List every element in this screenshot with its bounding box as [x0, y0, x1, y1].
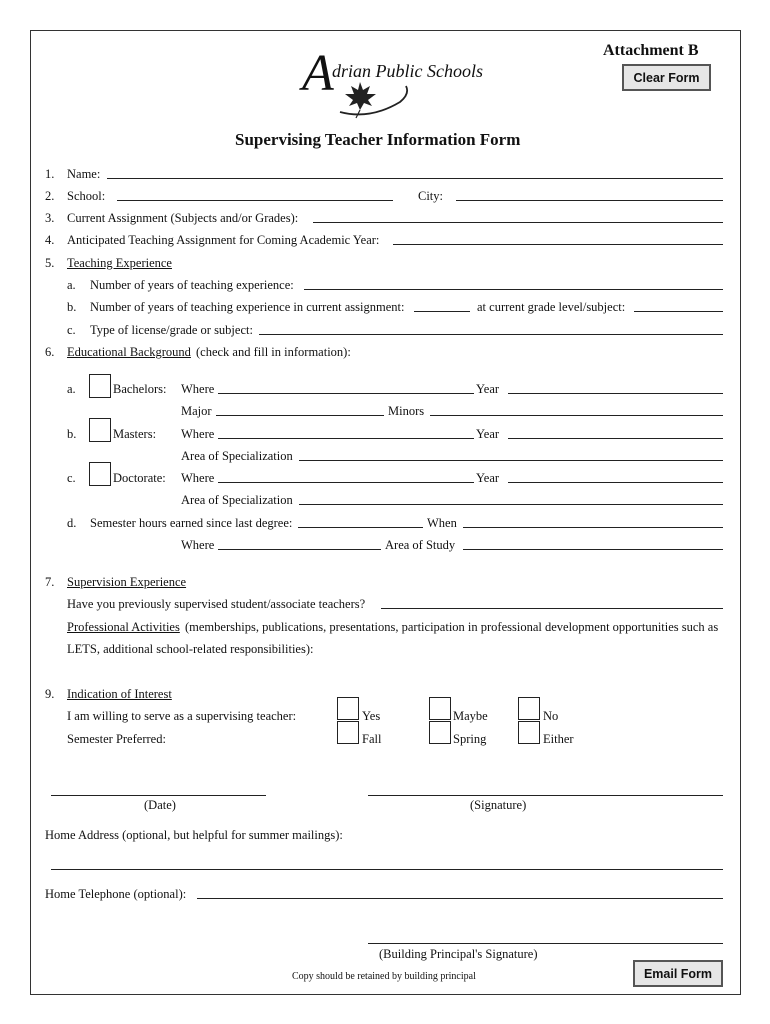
item-number-2: 2. [45, 189, 55, 203]
doctorate-year-label: Year [476, 471, 500, 485]
spring-label: Spring [453, 732, 487, 746]
minors-label: Minors [388, 404, 425, 418]
professional-activities-text: (memberships, publications, presentations, participation in professional development opportunities such as [185, 620, 719, 634]
bachelors-label: Bachelors: [113, 382, 167, 396]
home-address-label: Home Address (optional, but helpful for summer mailings): [45, 828, 343, 842]
item-number-9: 9. [45, 687, 55, 701]
maybe-label: Maybe [453, 709, 488, 723]
form-title: Supervising Teacher Information Form [235, 130, 521, 149]
doctorate-where-label: Where [181, 471, 215, 485]
minors-field[interactable] [430, 415, 723, 416]
grade-level-field[interactable] [634, 311, 723, 312]
principal-signature-field[interactable] [368, 943, 723, 944]
educational-background-heading: Educational Background [67, 345, 191, 359]
area-of-study-label: Area of Study [385, 538, 456, 552]
indication-of-interest-heading: Indication of Interest [67, 687, 172, 701]
doctorate-label: Doctorate: [113, 471, 166, 485]
sub-letter-c: c. [67, 323, 76, 337]
supervision-experience-heading: Supervision Experience [67, 575, 187, 589]
date-field[interactable] [51, 795, 266, 796]
signature-label: (Signature) [470, 798, 527, 812]
bachelors-checkbox[interactable] [89, 374, 111, 398]
professional-activities-text-2: LETS, additional school-related responsibilities): [67, 642, 314, 656]
masters-where-field[interactable] [218, 438, 474, 439]
bachelors-where-field[interactable] [218, 393, 474, 394]
spring-checkbox[interactable] [429, 721, 451, 744]
supervised-question-label: Have you previously supervised student/associate teachers? [67, 597, 366, 611]
city-field[interactable] [456, 200, 723, 201]
bachelors-year-label: Year [476, 382, 500, 396]
form-border [30, 30, 741, 995]
semester-where-label: Where [181, 538, 215, 552]
current-assignment-label: Current Assignment (Subjects and/or Grades): [67, 211, 299, 225]
home-telephone-label: Home Telephone (optional): [45, 887, 187, 901]
maple-leaf-icon [330, 72, 420, 122]
teaching-experience-heading: Teaching Experience [67, 256, 172, 270]
no-checkbox[interactable] [518, 697, 540, 720]
when-field[interactable] [463, 527, 723, 528]
attachment-label: Attachment B [603, 42, 699, 59]
years-current-label: Number of years of teaching experience in current assignment: [90, 300, 405, 314]
willing-label: I am willing to serve as a supervising teacher: [67, 709, 297, 723]
educational-background-note: (check and fill in information): [196, 345, 351, 359]
email-form-button[interactable]: Email Form [633, 960, 723, 987]
principal-signature-label: (Building Principal's Signature) [379, 947, 538, 961]
masters-specialization-label: Area of Specialization [181, 449, 293, 463]
bachelors-where-label: Where [181, 382, 215, 396]
doctorate-year-field[interactable] [508, 482, 723, 483]
fall-label: Fall [362, 732, 382, 746]
logo-initial: A [302, 45, 334, 102]
years-current-field[interactable] [414, 311, 470, 312]
home-address-field[interactable] [51, 869, 723, 870]
current-assignment-field[interactable] [313, 222, 723, 223]
maybe-checkbox[interactable] [429, 697, 451, 720]
semester-preferred-label: Semester Preferred: [67, 732, 166, 746]
masters-year-label: Year [476, 427, 500, 441]
school-label: School: [67, 189, 106, 203]
item-number-5: 5. [45, 256, 55, 270]
sub-letter-a: a. [67, 278, 76, 292]
retain-note: Copy should be retained by building principal [292, 971, 476, 982]
either-label: Either [543, 732, 574, 746]
semester-hours-label: Semester hours earned since last degree: [90, 516, 293, 530]
masters-label: Masters: [113, 427, 157, 441]
signature-field[interactable] [368, 795, 723, 796]
area-of-study-field[interactable] [463, 549, 723, 550]
major-label: Major [181, 404, 212, 418]
item-number-7: 7. [45, 575, 55, 589]
date-label: (Date) [144, 798, 176, 812]
doctorate-specialization-label: Area of Specialization [181, 493, 293, 507]
bachelors-year-field[interactable] [508, 393, 723, 394]
when-label: When [427, 516, 457, 530]
doctorate-checkbox[interactable] [89, 462, 111, 486]
masters-checkbox[interactable] [89, 418, 111, 442]
sub-letter-b: b. [67, 300, 77, 314]
years-experience-label: Number of years of teaching experience: [90, 278, 294, 292]
supervised-question-field[interactable] [381, 608, 723, 609]
item-number-1: 1. [45, 167, 55, 181]
city-label: City: [418, 189, 444, 203]
item-number-3: 3. [45, 211, 55, 225]
clear-form-button[interactable]: Clear Form [622, 64, 711, 91]
years-experience-field[interactable] [304, 289, 723, 290]
anticipated-assignment-label: Anticipated Teaching Assignment for Coming Academic Year: [67, 233, 380, 247]
edu-letter-a: a. [67, 382, 76, 396]
license-field[interactable] [259, 334, 723, 335]
logo-text: drian Public Schools [332, 61, 483, 81]
name-field[interactable] [107, 178, 723, 179]
doctorate-specialization-field[interactable] [299, 504, 723, 505]
name-label: Name: [67, 167, 101, 181]
semester-hours-field[interactable] [298, 527, 423, 528]
doctorate-where-field[interactable] [218, 482, 474, 483]
anticipated-assignment-field[interactable] [393, 244, 723, 245]
semester-where-field[interactable] [218, 549, 381, 550]
home-telephone-field[interactable] [197, 898, 723, 899]
yes-checkbox[interactable] [337, 697, 359, 720]
masters-where-label: Where [181, 427, 215, 441]
grade-level-label: at current grade level/subject: [477, 300, 626, 314]
major-field[interactable] [216, 415, 384, 416]
school-field[interactable] [117, 200, 393, 201]
masters-year-field[interactable] [508, 438, 723, 439]
either-checkbox[interactable] [518, 721, 540, 744]
no-label: No [543, 709, 559, 723]
edu-letter-b: b. [67, 427, 77, 441]
edu-letter-c: c. [67, 471, 76, 485]
fall-checkbox[interactable] [337, 721, 359, 744]
yes-label: Yes [362, 709, 381, 723]
masters-specialization-field[interactable] [299, 460, 723, 461]
professional-activities-heading: Professional Activities [67, 620, 180, 634]
edu-letter-d: d. [67, 516, 77, 530]
license-label: Type of license/grade or subject: [90, 323, 253, 337]
item-number-4: 4. [45, 233, 55, 247]
item-number-6: 6. [45, 345, 55, 359]
